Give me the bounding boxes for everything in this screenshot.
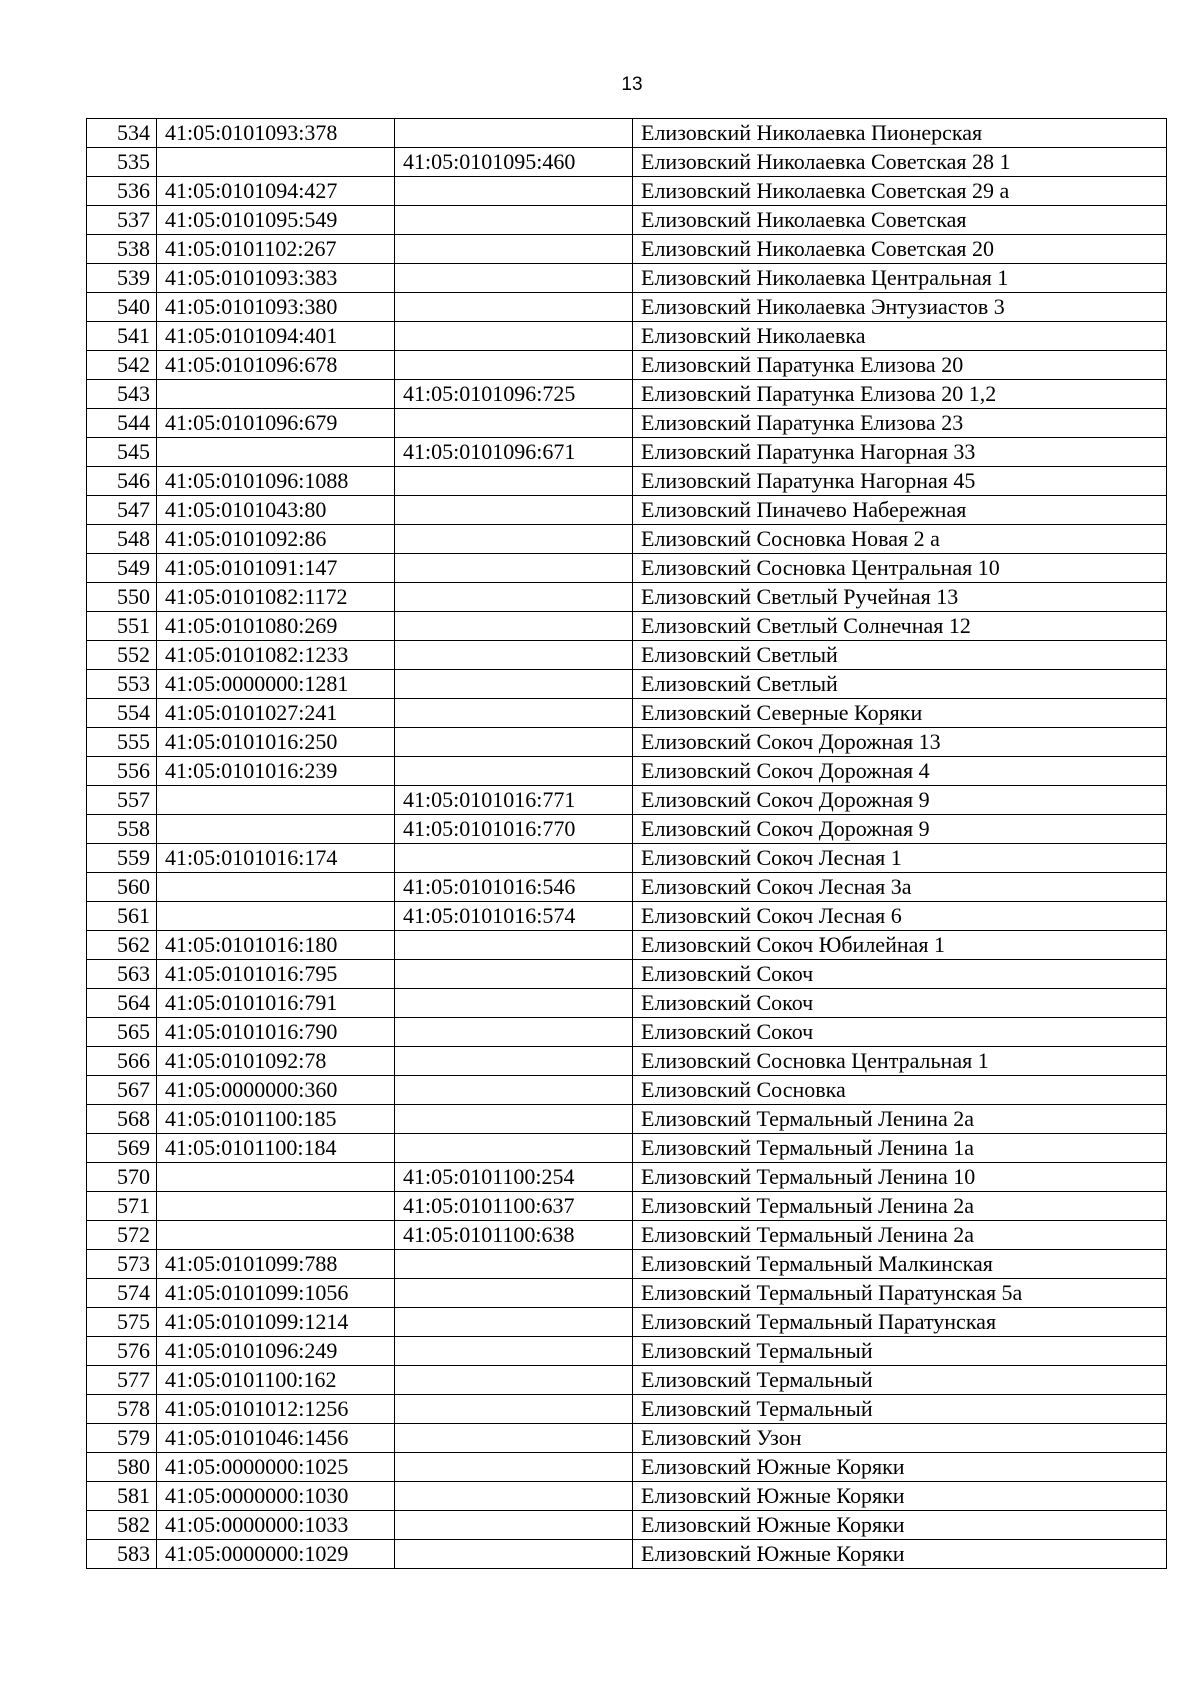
address: Елизовский Термальный Малкинская xyxy=(633,1250,1167,1279)
address: Елизовский Николаевка Советская 28 1 xyxy=(633,148,1167,177)
cadastral-number-alt xyxy=(395,322,633,351)
cadastral-number: 41:05:0101016:250 xyxy=(157,728,395,757)
table-row xyxy=(87,1453,1167,1482)
table-row xyxy=(87,786,1167,815)
address: Елизовский Сокоч Дорожная 9 xyxy=(633,786,1167,815)
cadastral-number-alt xyxy=(395,409,633,438)
address: Елизовский Николаевка Центральная 1 xyxy=(633,264,1167,293)
address: Елизовский Южные Коряки xyxy=(633,1453,1167,1482)
cadastral-number-alt: 41:05:0101096:671 xyxy=(395,438,633,467)
table-row xyxy=(87,293,1167,322)
table-row xyxy=(87,873,1167,902)
cadastral-number: 41:05:0101082:1172 xyxy=(157,583,395,612)
cadastral-number-alt xyxy=(395,699,633,728)
cadastral-number: 41:05:0101012:1256 xyxy=(157,1395,395,1424)
cadastral-number-alt xyxy=(395,1076,633,1105)
table-row xyxy=(87,931,1167,960)
row-number: 545 xyxy=(87,438,157,467)
address: Елизовский Сокоч Дорожная 4 xyxy=(633,757,1167,786)
cadastral-number: 41:05:0101100:184 xyxy=(157,1134,395,1163)
row-number: 534 xyxy=(87,119,157,148)
table-row xyxy=(87,1424,1167,1453)
cadastral-number-alt xyxy=(395,1540,633,1569)
row-number: 543 xyxy=(87,380,157,409)
cadastral-number: 41:05:0000000:1025 xyxy=(157,1453,395,1482)
cadastral-number xyxy=(157,815,395,844)
table-row xyxy=(87,119,1167,148)
cadastral-number: 41:05:0101016:239 xyxy=(157,757,395,786)
cadastral-number-alt xyxy=(395,177,633,206)
cadastral-number: 41:05:0101016:180 xyxy=(157,931,395,960)
address: Елизовский Сокоч Лесная 1 xyxy=(633,844,1167,873)
cadastral-number: 41:05:0101093:378 xyxy=(157,119,395,148)
cadastral-number xyxy=(157,1221,395,1250)
row-number: 554 xyxy=(87,699,157,728)
cadastral-number: 41:05:0101016:795 xyxy=(157,960,395,989)
row-number: 579 xyxy=(87,1424,157,1453)
table-row xyxy=(87,1018,1167,1047)
table-row xyxy=(87,1540,1167,1569)
cadastral-number-alt xyxy=(395,931,633,960)
cadastral-number-alt xyxy=(395,1018,633,1047)
table-row xyxy=(87,148,1167,177)
cadastral-number-alt xyxy=(395,989,633,1018)
table-row xyxy=(87,1163,1167,1192)
address: Елизовский Светлый xyxy=(633,670,1167,699)
cadastral-number: 41:05:0000000:1033 xyxy=(157,1511,395,1540)
table-row xyxy=(87,1337,1167,1366)
table-row xyxy=(87,1134,1167,1163)
cadastral-number-alt: 41:05:0101095:460 xyxy=(395,148,633,177)
table-row xyxy=(87,670,1167,699)
row-number: 567 xyxy=(87,1076,157,1105)
cadastral-number: 41:05:0101096:679 xyxy=(157,409,395,438)
cadastral-number-alt: 41:05:0101100:254 xyxy=(395,1163,633,1192)
address: Елизовский Термальный Ленина 2а xyxy=(633,1105,1167,1134)
cadastral-number xyxy=(157,148,395,177)
cadastral-number-alt xyxy=(395,293,633,322)
address: Елизовский Северные Коряки xyxy=(633,699,1167,728)
cadastral-number-alt xyxy=(395,757,633,786)
address: Елизовский Сосновка xyxy=(633,1076,1167,1105)
cadastral-number-alt xyxy=(395,670,633,699)
row-number: 556 xyxy=(87,757,157,786)
row-number: 561 xyxy=(87,902,157,931)
cadastral-number-alt: 41:05:0101100:637 xyxy=(395,1192,633,1221)
address: Елизовский Пиначево Набережная xyxy=(633,496,1167,525)
address: Елизовский Южные Коряки xyxy=(633,1482,1167,1511)
cadastral-number: 41:05:0101102:267 xyxy=(157,235,395,264)
cadastral-number-alt: 41:05:0101016:771 xyxy=(395,786,633,815)
cadastral-number-alt xyxy=(395,467,633,496)
table-row xyxy=(87,902,1167,931)
cadastral-number-alt xyxy=(395,583,633,612)
table-row xyxy=(87,1250,1167,1279)
table-row xyxy=(87,467,1167,496)
row-number: 544 xyxy=(87,409,157,438)
cadastral-number: 41:05:0101092:78 xyxy=(157,1047,395,1076)
row-number: 566 xyxy=(87,1047,157,1076)
address: Елизовский Паратунка Елизова 23 xyxy=(633,409,1167,438)
address: Елизовский Светлый Солнечная 12 xyxy=(633,612,1167,641)
cadastral-number-alt xyxy=(395,525,633,554)
address: Елизовский Термальный xyxy=(633,1366,1167,1395)
row-number: 582 xyxy=(87,1511,157,1540)
table-row xyxy=(87,380,1167,409)
cadastral-number-alt xyxy=(395,1134,633,1163)
address: Елизовский Термальный Ленина 2а xyxy=(633,1192,1167,1221)
address: Елизовский Сокоч Лесная 6 xyxy=(633,902,1167,931)
address: Елизовский Южные Коряки xyxy=(633,1540,1167,1569)
table-row xyxy=(87,206,1167,235)
address: Елизовский Термальный xyxy=(633,1395,1167,1424)
row-number: 574 xyxy=(87,1279,157,1308)
cadastral-number: 41:05:0101094:401 xyxy=(157,322,395,351)
row-number: 563 xyxy=(87,960,157,989)
row-number: 536 xyxy=(87,177,157,206)
row-number: 577 xyxy=(87,1366,157,1395)
address: Елизовский Сосновка Центральная 10 xyxy=(633,554,1167,583)
row-number: 539 xyxy=(87,264,157,293)
row-number: 568 xyxy=(87,1105,157,1134)
cadastral-number-alt xyxy=(395,1279,633,1308)
row-number: 573 xyxy=(87,1250,157,1279)
cadastral-number-alt xyxy=(395,1308,633,1337)
row-number: 541 xyxy=(87,322,157,351)
table-row xyxy=(87,235,1167,264)
table-row xyxy=(87,1308,1167,1337)
cadastral-number: 41:05:0101100:162 xyxy=(157,1366,395,1395)
table-row xyxy=(87,1395,1167,1424)
cadastral-number-alt xyxy=(395,1424,633,1453)
row-number: 575 xyxy=(87,1308,157,1337)
cadastral-number: 41:05:0101093:383 xyxy=(157,264,395,293)
row-number: 560 xyxy=(87,873,157,902)
cadastral-number: 41:05:0101093:380 xyxy=(157,293,395,322)
cadastral-number-alt xyxy=(395,235,633,264)
row-number: 576 xyxy=(87,1337,157,1366)
address: Елизовский Сосновка Центральная 1 xyxy=(633,1047,1167,1076)
table-row xyxy=(87,989,1167,1018)
row-number: 549 xyxy=(87,554,157,583)
address: Елизовский Светлый Ручейная 13 xyxy=(633,583,1167,612)
table-row xyxy=(87,1366,1167,1395)
table-row xyxy=(87,177,1167,206)
cadastral-number: 41:05:0101099:1056 xyxy=(157,1279,395,1308)
row-number: 562 xyxy=(87,931,157,960)
address: Елизовский Термальный Ленина 2а xyxy=(633,1221,1167,1250)
address: Елизовский Сокоч Дорожная 13 xyxy=(633,728,1167,757)
cadastral-number: 41:05:0101100:185 xyxy=(157,1105,395,1134)
address: Елизовский Термальный Ленина 10 xyxy=(633,1163,1167,1192)
cadastral-number: 41:05:0101096:1088 xyxy=(157,467,395,496)
address: Елизовский Николаевка Советская 20 xyxy=(633,235,1167,264)
cadastral-number xyxy=(157,380,395,409)
table-row xyxy=(87,1105,1167,1134)
table-row xyxy=(87,1047,1167,1076)
row-number: 559 xyxy=(87,844,157,873)
address: Елизовский Паратунка Елизова 20 xyxy=(633,351,1167,380)
cadastral-number: 41:05:0101043:80 xyxy=(157,496,395,525)
row-number: 571 xyxy=(87,1192,157,1221)
table-row xyxy=(87,1511,1167,1540)
cadastral-number: 41:05:0101016:791 xyxy=(157,989,395,1018)
address: Елизовский Термальный xyxy=(633,1337,1167,1366)
cadastral-number: 41:05:0101016:790 xyxy=(157,1018,395,1047)
address: Елизовский Узон xyxy=(633,1424,1167,1453)
cadastral-number: 41:05:0101091:147 xyxy=(157,554,395,583)
address: Елизовский Николаевка xyxy=(633,322,1167,351)
cadastral-number-alt xyxy=(395,641,633,670)
cadastral-number-alt xyxy=(395,612,633,641)
address: Елизовский Сокоч Лесная 3а xyxy=(633,873,1167,902)
address: Елизовский Николаевка Советская xyxy=(633,206,1167,235)
row-number: 535 xyxy=(87,148,157,177)
row-number: 553 xyxy=(87,670,157,699)
cadastral-number xyxy=(157,873,395,902)
cadastral-number-alt xyxy=(395,1250,633,1279)
cadastral-number xyxy=(157,438,395,467)
table-row xyxy=(87,728,1167,757)
cadastral-number-alt xyxy=(395,960,633,989)
cadastral-number-alt xyxy=(395,1453,633,1482)
cadastral-number: 41:05:0101046:1456 xyxy=(157,1424,395,1453)
address: Елизовский Николаевка Энтузиастов 3 xyxy=(633,293,1167,322)
address: Елизовский Сосновка Новая 2 а xyxy=(633,525,1167,554)
row-number: 565 xyxy=(87,1018,157,1047)
address: Елизовский Светлый xyxy=(633,641,1167,670)
row-number: 572 xyxy=(87,1221,157,1250)
row-number: 538 xyxy=(87,235,157,264)
address: Елизовский Сокоч xyxy=(633,1018,1167,1047)
cadastral-number: 41:05:0000000:1030 xyxy=(157,1482,395,1511)
cadastral-number-alt xyxy=(395,1482,633,1511)
cadastral-number-alt xyxy=(395,351,633,380)
table-row xyxy=(87,699,1167,728)
row-number: 550 xyxy=(87,583,157,612)
cadastral-number-alt xyxy=(395,264,633,293)
cadastral-number: 41:05:0000000:1281 xyxy=(157,670,395,699)
row-number: 580 xyxy=(87,1453,157,1482)
cadastral-number-alt: 41:05:0101016:546 xyxy=(395,873,633,902)
table-row xyxy=(87,1221,1167,1250)
cadastral-number xyxy=(157,1192,395,1221)
table-row xyxy=(87,641,1167,670)
address: Елизовский Термальный Паратунская 5а xyxy=(633,1279,1167,1308)
row-number: 547 xyxy=(87,496,157,525)
row-number: 537 xyxy=(87,206,157,235)
registry-table xyxy=(86,118,1167,1569)
table-row xyxy=(87,351,1167,380)
row-number: 552 xyxy=(87,641,157,670)
cadastral-number: 41:05:0101096:249 xyxy=(157,1337,395,1366)
cadastral-number-alt xyxy=(395,1366,633,1395)
cadastral-number xyxy=(157,902,395,931)
table-row xyxy=(87,1482,1167,1511)
cadastral-number: 41:05:0101094:427 xyxy=(157,177,395,206)
row-number: 583 xyxy=(87,1540,157,1569)
cadastral-number: 41:05:0101095:549 xyxy=(157,206,395,235)
row-number: 558 xyxy=(87,815,157,844)
row-number: 548 xyxy=(87,525,157,554)
address: Елизовский Паратунка Елизова 20 1,2 xyxy=(633,380,1167,409)
table-row xyxy=(87,960,1167,989)
table-row xyxy=(87,322,1167,351)
table-row xyxy=(87,496,1167,525)
row-number: 542 xyxy=(87,351,157,380)
cadastral-number-alt xyxy=(395,119,633,148)
table-row xyxy=(87,264,1167,293)
table-row xyxy=(87,815,1167,844)
cadastral-number-alt xyxy=(395,728,633,757)
cadastral-number-alt xyxy=(395,844,633,873)
address: Елизовский Южные Коряки xyxy=(633,1511,1167,1540)
cadastral-number: 41:05:0101082:1233 xyxy=(157,641,395,670)
page-number: 13 xyxy=(621,74,643,95)
address: Елизовский Николаевка Пионерская xyxy=(633,119,1167,148)
cadastral-number-alt xyxy=(395,1105,633,1134)
table-row xyxy=(87,1279,1167,1308)
address: Елизовский Сокоч Дорожная 9 xyxy=(633,815,1167,844)
cadastral-number: 41:05:0101080:269 xyxy=(157,612,395,641)
cadastral-number: 41:05:0101099:788 xyxy=(157,1250,395,1279)
cadastral-number: 41:05:0101096:678 xyxy=(157,351,395,380)
table-row xyxy=(87,409,1167,438)
address: Елизовский Термальный Паратунская xyxy=(633,1308,1167,1337)
table-row xyxy=(87,438,1167,467)
cadastral-number-alt xyxy=(395,1337,633,1366)
cadastral-number-alt xyxy=(395,496,633,525)
cadastral-number-alt: 41:05:0101096:725 xyxy=(395,380,633,409)
address: Елизовский Сокоч Юбилейная 1 xyxy=(633,931,1167,960)
address: Елизовский Паратунка Нагорная 45 xyxy=(633,467,1167,496)
table-row xyxy=(87,554,1167,583)
row-number: 555 xyxy=(87,728,157,757)
row-number: 570 xyxy=(87,1163,157,1192)
row-number: 557 xyxy=(87,786,157,815)
table-row xyxy=(87,525,1167,554)
table-row xyxy=(87,757,1167,786)
cadastral-number: 41:05:0000000:1029 xyxy=(157,1540,395,1569)
address: Елизовский Сокоч xyxy=(633,960,1167,989)
cadastral-number-alt: 41:05:0101016:770 xyxy=(395,815,633,844)
row-number: 540 xyxy=(87,293,157,322)
cadastral-number-alt: 41:05:0101100:638 xyxy=(395,1221,633,1250)
address: Елизовский Термальный Ленина 1а xyxy=(633,1134,1167,1163)
cadastral-number: 41:05:0101092:86 xyxy=(157,525,395,554)
table-row xyxy=(87,612,1167,641)
cadastral-number-alt xyxy=(395,554,633,583)
row-number: 551 xyxy=(87,612,157,641)
address: Елизовский Сокоч xyxy=(633,989,1167,1018)
address: Елизовский Николаевка Советская 29 а xyxy=(633,177,1167,206)
table-row xyxy=(87,1076,1167,1105)
row-number: 564 xyxy=(87,989,157,1018)
registry-table-body xyxy=(87,119,1167,1569)
cadastral-number-alt: 41:05:0101016:574 xyxy=(395,902,633,931)
row-number: 578 xyxy=(87,1395,157,1424)
cadastral-number: 41:05:0101016:174 xyxy=(157,844,395,873)
cadastral-number: 41:05:0000000:360 xyxy=(157,1076,395,1105)
table-row xyxy=(87,1192,1167,1221)
table-row xyxy=(87,844,1167,873)
row-number: 581 xyxy=(87,1482,157,1511)
cadastral-number xyxy=(157,1163,395,1192)
cadastral-number-alt xyxy=(395,1395,633,1424)
cadastral-number: 41:05:0101099:1214 xyxy=(157,1308,395,1337)
address: Елизовский Паратунка Нагорная 33 xyxy=(633,438,1167,467)
row-number: 569 xyxy=(87,1134,157,1163)
cadastral-number-alt xyxy=(395,206,633,235)
cadastral-number: 41:05:0101027:241 xyxy=(157,699,395,728)
table-row xyxy=(87,583,1167,612)
cadastral-number xyxy=(157,786,395,815)
cadastral-number-alt xyxy=(395,1511,633,1540)
cadastral-number-alt xyxy=(395,1047,633,1076)
row-number: 546 xyxy=(87,467,157,496)
